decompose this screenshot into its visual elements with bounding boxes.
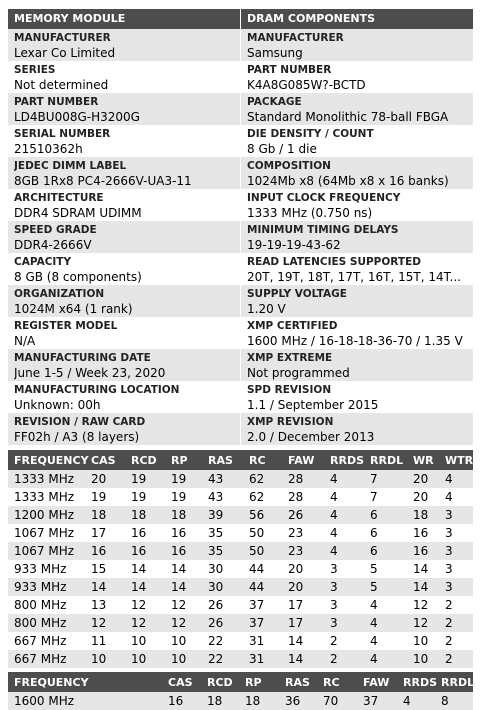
table-cell: 3	[439, 560, 473, 578]
info-field	[241, 413, 473, 445]
info-field	[241, 189, 473, 221]
field-value: 8 Gb / 1 die	[247, 142, 317, 156]
table-cell: 4	[364, 614, 407, 632]
table-cell: 6	[364, 506, 407, 524]
table-cell: 10	[125, 632, 165, 650]
table-cell: 4	[324, 488, 364, 506]
field-value: Not programmed	[247, 366, 350, 380]
field-label: SPEED GRADE	[14, 224, 97, 236]
info-field	[241, 93, 473, 125]
table-cell: 14	[125, 578, 165, 596]
table-cell: 4	[439, 470, 473, 488]
table-row	[8, 596, 473, 614]
table-cell: 35	[202, 524, 243, 542]
table-cell: 6	[364, 524, 407, 542]
column-header: RAS	[202, 450, 243, 470]
table-cell: 16	[407, 524, 439, 542]
memory-module-column	[8, 9, 240, 445]
field-label: MANUFACTURER	[14, 32, 111, 44]
field-label: XMP EXTREME	[247, 352, 333, 364]
table-cell: 12	[85, 614, 125, 632]
table-cell: 17	[282, 596, 324, 614]
table-cell: 4	[324, 470, 364, 488]
table-cell: 1067 MHz	[8, 542, 85, 560]
column-header: WR	[407, 450, 439, 470]
field-value: Samsung	[247, 46, 303, 60]
column-header: RRDL	[364, 450, 407, 470]
column-header: FREQUENCY	[8, 450, 85, 470]
field-value: DDR4 SDRAM UDIMM	[14, 206, 142, 220]
table-cell: 7	[364, 488, 407, 506]
field-value: 1600 MHz / 16-18-18-36-70 / 1.35 V	[247, 334, 463, 348]
table-cell: 4	[324, 542, 364, 560]
table-cell: 18	[165, 506, 202, 524]
table-cell: 16	[165, 524, 202, 542]
table-cell: 18	[125, 506, 165, 524]
info-field	[241, 61, 473, 93]
table-cell: 4	[439, 488, 473, 506]
table-cell: 62	[243, 470, 282, 488]
table-cell: 30	[202, 560, 243, 578]
table-cell: 3	[324, 560, 364, 578]
table-cell: 14	[407, 560, 439, 578]
field-label: PART NUMBER	[247, 64, 332, 76]
table-cell: 20	[85, 470, 125, 488]
info-field	[241, 285, 473, 317]
info-field	[8, 157, 240, 189]
info-field	[8, 125, 240, 157]
table-cell: 16	[407, 542, 439, 560]
table-cell: 10	[85, 650, 125, 668]
table-cell: 12	[125, 596, 165, 614]
column-header: RCD	[125, 450, 165, 470]
dram-components-header: DRAM COMPONENTS	[241, 9, 473, 29]
table-cell: 62	[243, 488, 282, 506]
field-label: MANUFACTURER	[247, 32, 344, 44]
column-header: RRDL	[435, 672, 473, 692]
table-cell: 4	[364, 650, 407, 668]
table-cell: 16	[125, 542, 165, 560]
info-field	[241, 29, 473, 61]
info-field	[241, 349, 473, 381]
info-field	[8, 413, 240, 445]
column-header: RC	[317, 672, 357, 692]
field-value: Standard Monolithic 78-ball FBGA	[247, 110, 449, 124]
table-cell: 2	[439, 632, 473, 650]
field-value: 1024Mb x8 (64Mb x8 x 16 banks)	[247, 174, 449, 188]
field-value: 8GB 1Rx8 PC4-2666V-UA3-11	[14, 174, 192, 188]
table-cell: 4	[324, 506, 364, 524]
table-cell: 37	[243, 596, 282, 614]
table-cell: 18	[239, 692, 279, 710]
table-cell: 12	[165, 596, 202, 614]
info-field	[241, 317, 473, 349]
info-field	[241, 125, 473, 157]
field-label: SERIAL NUMBER	[14, 128, 111, 140]
table-cell: 14	[282, 632, 324, 650]
memory-module-header: MEMORY MODULE	[8, 9, 240, 29]
field-value: 1.1 / September 2015	[247, 398, 379, 412]
field-label: JEDEC DIMM LABEL	[14, 160, 127, 172]
field-label: ORGANIZATION	[14, 288, 105, 300]
table-cell: 933 MHz	[8, 578, 85, 596]
table-cell: 3	[324, 578, 364, 596]
table-cell: 12	[407, 596, 439, 614]
table-cell: 3	[439, 542, 473, 560]
field-label: READ LATENCIES SUPPORTED	[247, 256, 421, 268]
table-cell: 4	[364, 632, 407, 650]
field-label: REGISTER MODEL	[14, 320, 118, 332]
info-field	[8, 93, 240, 125]
jedec-timings-header-row	[8, 450, 473, 470]
field-label: ARCHITECTURE	[14, 192, 104, 204]
info-field	[241, 253, 473, 285]
table-row	[8, 692, 473, 710]
table-cell: 3	[439, 578, 473, 596]
column-header: FREQUENCY	[8, 672, 162, 692]
table-cell: 3	[324, 596, 364, 614]
table-cell: 31	[243, 632, 282, 650]
table-cell: 14	[165, 578, 202, 596]
table-cell: 8	[435, 692, 473, 710]
field-value: N/A	[14, 334, 36, 348]
table-cell: 14	[282, 650, 324, 668]
table-cell: 3	[439, 524, 473, 542]
table-cell: 1067 MHz	[8, 524, 85, 542]
table-cell: 20	[282, 578, 324, 596]
table-cell: 26	[202, 596, 243, 614]
table-cell: 23	[282, 542, 324, 560]
table-cell: 37	[357, 692, 397, 710]
field-value: 1024M x64 (1 rank)	[14, 302, 133, 316]
table-row	[8, 614, 473, 632]
table-cell: 12	[125, 614, 165, 632]
table-cell: 17	[85, 524, 125, 542]
column-header: FAW	[282, 450, 324, 470]
table-cell: 4	[397, 692, 435, 710]
info-field	[8, 349, 240, 381]
dram-components-column	[241, 9, 473, 445]
column-header: RAS	[279, 672, 317, 692]
info-field	[8, 317, 240, 349]
xmp-timings-table	[8, 672, 473, 710]
info-field	[8, 221, 240, 253]
table-cell: 19	[165, 470, 202, 488]
table-cell: 19	[165, 488, 202, 506]
table-cell: 44	[243, 560, 282, 578]
table-cell: 70	[317, 692, 357, 710]
table-cell: 14	[125, 560, 165, 578]
table-cell: 19	[125, 488, 165, 506]
field-value: Not determined	[14, 78, 109, 92]
field-value: LD4BU008G-H3200G	[14, 110, 140, 124]
table-cell: 23	[282, 524, 324, 542]
table-cell: 4	[324, 524, 364, 542]
info-field	[8, 381, 240, 413]
field-label: MINIMUM TIMING DELAYS	[247, 224, 399, 236]
field-value: Unknown: 00h	[14, 398, 101, 412]
table-cell: 11	[85, 632, 125, 650]
table-cell: 667 MHz	[8, 650, 85, 668]
table-cell: 20	[407, 488, 439, 506]
info-field	[8, 253, 240, 285]
column-header: RP	[165, 450, 202, 470]
table-cell: 16	[85, 542, 125, 560]
table-cell: 10	[407, 650, 439, 668]
info-field	[8, 189, 240, 221]
table-cell: 7	[364, 470, 407, 488]
table-cell: 19	[85, 488, 125, 506]
table-cell: 16	[165, 542, 202, 560]
field-value: 8 GB (8 components)	[14, 270, 142, 284]
table-cell: 10	[407, 632, 439, 650]
field-label: XMP REVISION	[247, 416, 334, 428]
field-label: REVISION / RAW CARD	[14, 416, 146, 428]
table-cell: 20	[407, 470, 439, 488]
table-row	[8, 524, 473, 542]
table-cell: 37	[243, 614, 282, 632]
table-cell: 5	[364, 578, 407, 596]
column-header: WTRS	[439, 450, 473, 470]
table-cell: 3	[439, 506, 473, 524]
column-header: RCD	[201, 672, 239, 692]
table-cell: 3	[324, 614, 364, 632]
table-cell: 36	[279, 692, 317, 710]
table-cell: 1200 MHz	[8, 506, 85, 524]
column-header: CAS	[162, 672, 201, 692]
table-cell: 28	[282, 488, 324, 506]
table-cell: 18	[85, 506, 125, 524]
table-cell: 43	[202, 488, 243, 506]
table-row	[8, 560, 473, 578]
table-cell: 800 MHz	[8, 614, 85, 632]
column-header: CAS	[85, 450, 125, 470]
field-label: SUPPLY VOLTAGE	[247, 288, 347, 300]
table-cell: 1333 MHz	[8, 470, 85, 488]
table-cell: 50	[243, 524, 282, 542]
column-header: RC	[243, 450, 282, 470]
table-cell: 18	[407, 506, 439, 524]
field-label: XMP CERTIFIED	[247, 320, 338, 332]
table-cell: 20	[282, 560, 324, 578]
table-cell: 667 MHz	[8, 632, 85, 650]
field-label: COMPOSITION	[247, 160, 331, 172]
table-cell: 19	[125, 470, 165, 488]
table-cell: 56	[243, 506, 282, 524]
table-cell: 2	[439, 650, 473, 668]
table-cell: 14	[165, 560, 202, 578]
table-cell: 10	[125, 650, 165, 668]
table-cell: 22	[202, 632, 243, 650]
jedec-timings-table	[8, 450, 482, 668]
field-label: PACKAGE	[247, 96, 302, 108]
table-cell: 26	[202, 614, 243, 632]
field-value: DDR4-2666V	[14, 238, 92, 252]
table-cell: 2	[439, 614, 473, 632]
field-label: CAPACITY	[14, 256, 72, 268]
column-header: RRDS	[324, 450, 364, 470]
field-label: INPUT CLOCK FREQUENCY	[247, 192, 401, 204]
field-value: 2.0 / December 2013	[247, 430, 375, 444]
table-row	[8, 506, 473, 524]
info-field	[8, 29, 240, 61]
field-value: 1333 MHz (0.750 ns)	[247, 206, 373, 220]
table-cell: 10	[165, 650, 202, 668]
field-value: 21510362h	[14, 142, 83, 156]
table-cell: 31	[243, 650, 282, 668]
table-cell: 18	[201, 692, 239, 710]
field-value: 20T, 19T, 18T, 17T, 16T, 15T, 14T...	[247, 270, 461, 284]
table-cell: 26	[282, 506, 324, 524]
table-cell: 933 MHz	[8, 560, 85, 578]
field-value: K4A8G085W?-BCTD	[247, 78, 366, 92]
info-field	[241, 221, 473, 253]
table-cell: 15	[85, 560, 125, 578]
table-cell: 44	[243, 578, 282, 596]
table-cell: 50	[243, 542, 282, 560]
table-cell: 2	[439, 596, 473, 614]
table-cell: 35	[202, 542, 243, 560]
field-label: MANUFACTURING DATE	[14, 352, 151, 364]
field-label: SPD REVISION	[247, 384, 332, 396]
table-cell: 1333 MHz	[8, 488, 85, 506]
field-value: 19-19-19-43-62	[247, 238, 341, 252]
field-label: DIE DENSITY / COUNT	[247, 128, 374, 140]
table-row	[8, 650, 473, 668]
table-row	[8, 578, 473, 596]
table-cell: 10	[165, 632, 202, 650]
info-field	[8, 61, 240, 93]
table-cell: 39	[202, 506, 243, 524]
table-row	[8, 470, 473, 488]
table-row	[8, 632, 473, 650]
table-cell: 14	[407, 578, 439, 596]
table-cell: 30	[202, 578, 243, 596]
table-cell: 12	[165, 614, 202, 632]
column-header: RRDS	[397, 672, 435, 692]
table-cell: 1600 MHz	[8, 692, 162, 710]
table-cell: 16	[125, 524, 165, 542]
table-cell: 14	[85, 578, 125, 596]
table-cell: 2	[324, 632, 364, 650]
table-cell: 13	[85, 596, 125, 614]
table-row	[8, 542, 473, 560]
field-label: SERIES	[14, 64, 56, 76]
table-row	[8, 488, 473, 506]
field-value: June 1-5 / Week 23, 2020	[14, 366, 166, 380]
table-cell: 28	[282, 470, 324, 488]
table-cell: 17	[282, 614, 324, 632]
table-cell: 6	[364, 542, 407, 560]
table-cell: 5	[364, 560, 407, 578]
field-value: 1.20 V	[247, 302, 286, 316]
info-field	[8, 285, 240, 317]
field-label: MANUFACTURING LOCATION	[14, 384, 180, 396]
table-cell: 12	[407, 614, 439, 632]
table-cell: 16	[162, 692, 201, 710]
table-cell: 4	[364, 596, 407, 614]
info-field	[241, 157, 473, 189]
module-info-panel	[8, 9, 473, 445]
column-header: FAW	[357, 672, 397, 692]
field-value: FF02h / A3 (8 layers)	[14, 430, 140, 444]
info-field	[241, 381, 473, 413]
table-cell: 800 MHz	[8, 596, 85, 614]
table-cell: 2	[324, 650, 364, 668]
field-label: PART NUMBER	[14, 96, 99, 108]
xmp-timings-header-row	[8, 672, 473, 692]
table-cell: 43	[202, 470, 243, 488]
table-cell: 22	[202, 650, 243, 668]
column-header: RP	[239, 672, 279, 692]
field-value: Lexar Co Limited	[14, 46, 116, 60]
